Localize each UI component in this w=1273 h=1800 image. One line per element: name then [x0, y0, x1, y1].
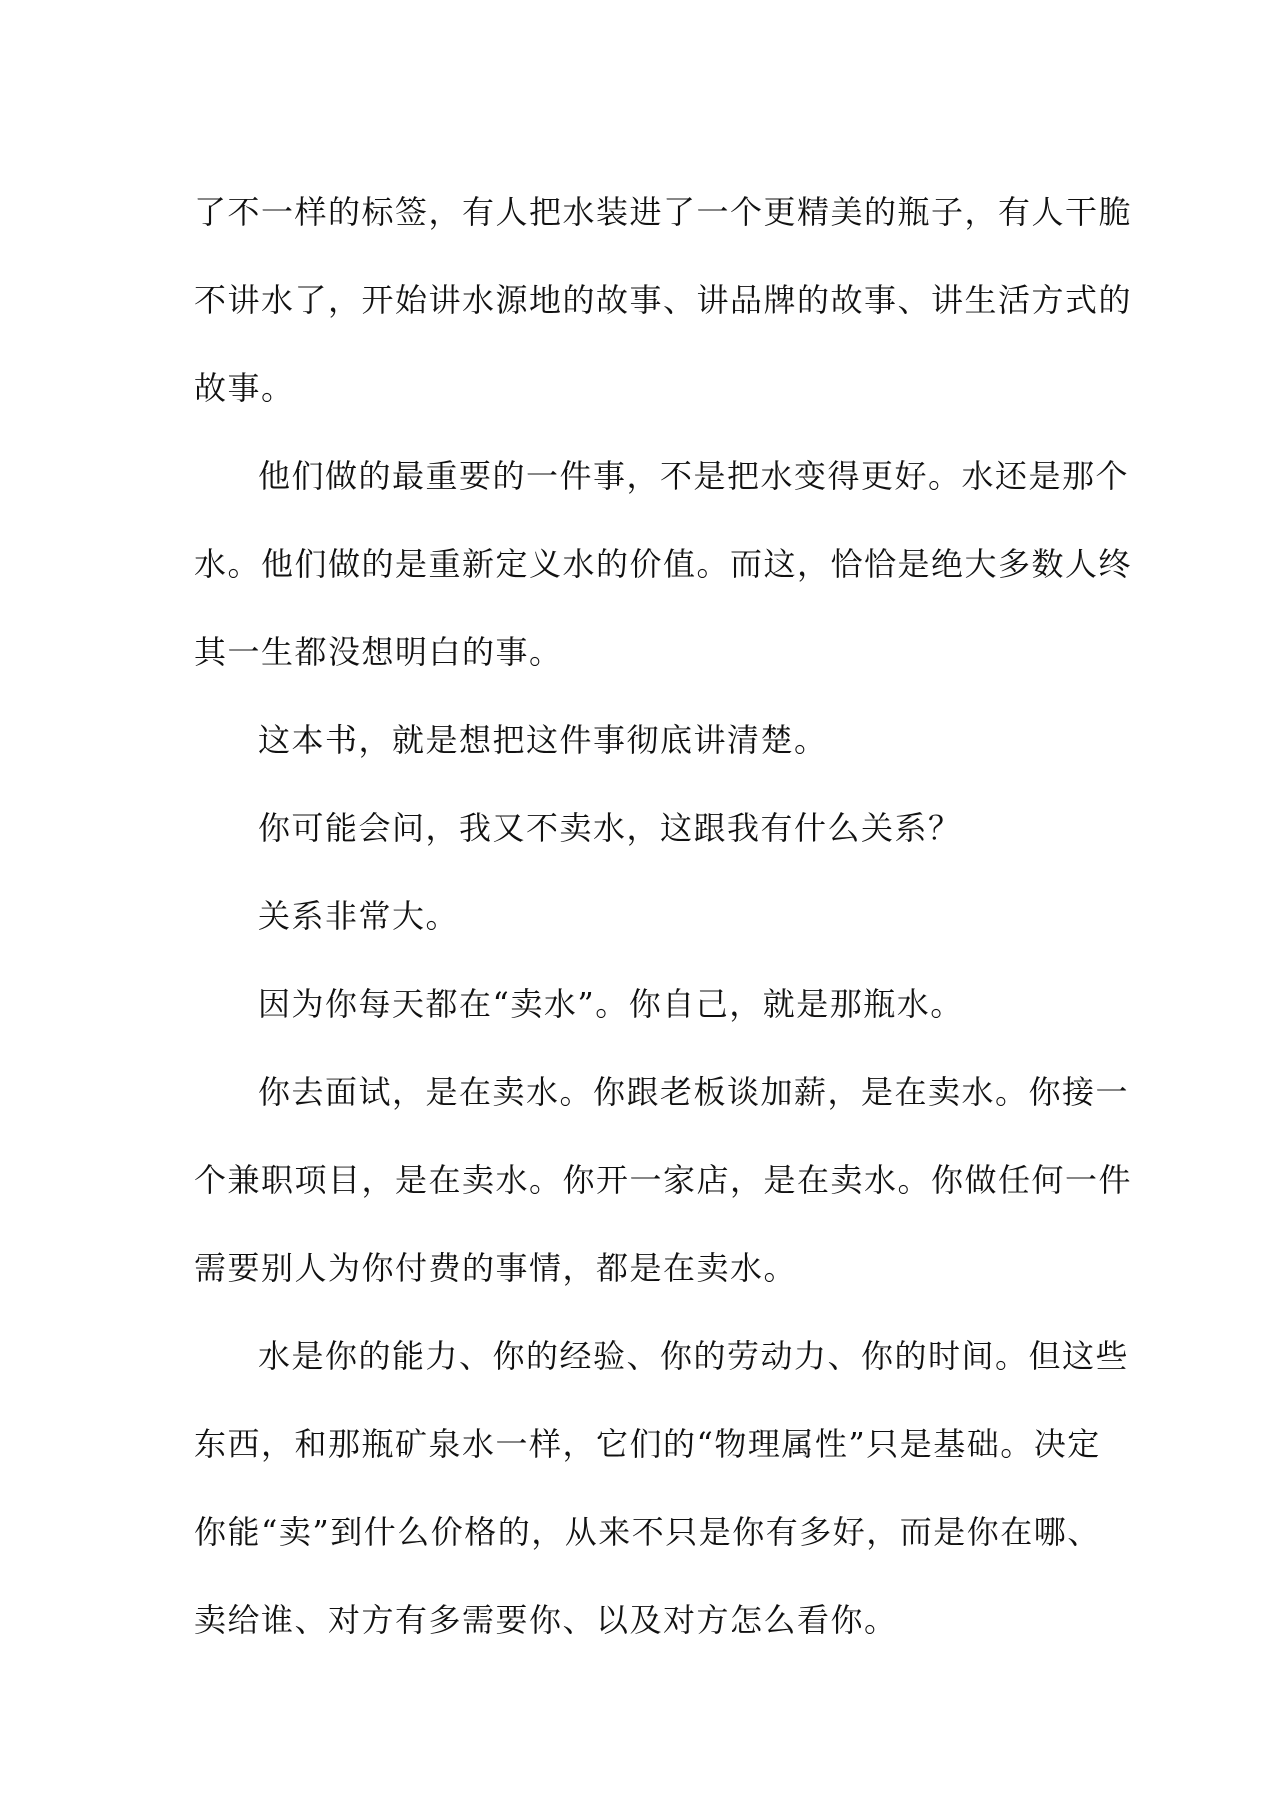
- text-line: 需要别人为你付费的事情，都是在卖水。: [194, 1249, 798, 1287]
- paragraph-start-line: 关系非常大。: [258, 897, 460, 935]
- text-line: 其一生都没想明白的事。: [194, 633, 563, 671]
- body-text: [194, 168, 1133, 1664]
- paragraph-start-line: 你去面试，是在卖水。你跟老板谈加薪，是在卖水。你接一: [258, 1073, 1130, 1111]
- paragraph-start-line: 你可能会问，我又不卖水，这跟我有什么关系？: [258, 809, 962, 847]
- text-line: 了不一样的标签，有人把水装进了一个更精美的瓶子，有人干脆: [194, 193, 1133, 231]
- paragraph-start-line: 水是你的能力、你的经验、你的劳动力、你的时间。但这些: [258, 1337, 1130, 1375]
- text-line: 个兼职项目，是在卖水。你开一家店，是在卖水。你做任何一件: [194, 1161, 1133, 1199]
- paragraph-start-line: 他们做的最重要的一件事，不是把水变得更好。水还是那个: [258, 457, 1130, 495]
- text-line: 故事。: [194, 369, 295, 407]
- text-line: 不讲水了，开始讲水源地的故事、讲品牌的故事、讲生活方式的: [194, 281, 1133, 319]
- text-line: 水。他们做的是重新定义水的价值。而这，恰恰是绝大多数人终: [194, 545, 1133, 583]
- paragraph-start-line: 因为你每天都在“卖水”。你自己，就是那瓶水。: [258, 985, 964, 1023]
- paragraph-start-line: 这本书，就是想把这件事彻底讲清楚。: [258, 721, 828, 759]
- text-line: 东西，和那瓶矿泉水一样，它们的“物理属性”只是基础。决定: [194, 1425, 1101, 1463]
- text-line: 你能“卖”到什么价格的，从来不只是你有多好，而是你在哪、: [194, 1513, 1101, 1551]
- text-line: 卖给谁、对方有多需要你、以及对方怎么看你。: [194, 1601, 898, 1639]
